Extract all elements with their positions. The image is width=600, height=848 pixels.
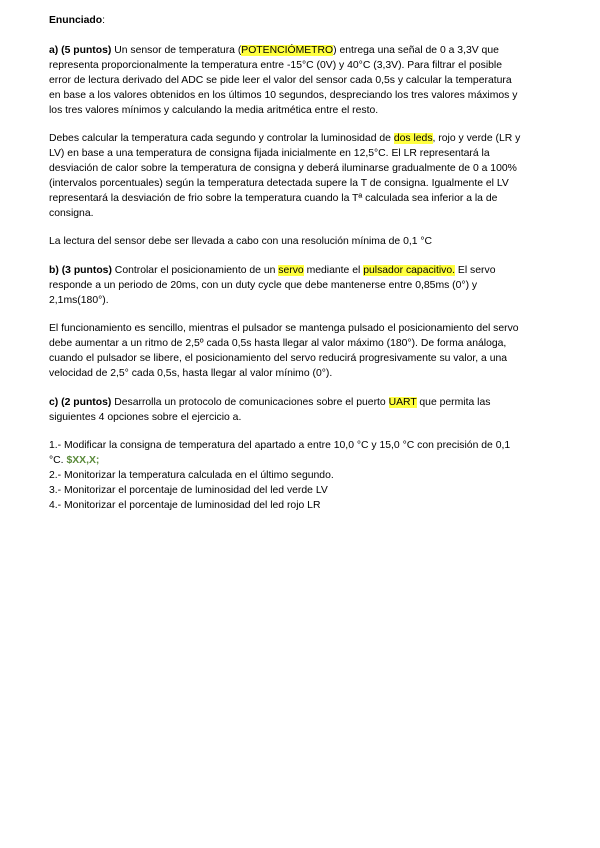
text-run: Desarrolla un protocolo de comunicaciones sobre el puerto	[111, 397, 389, 408]
section-title	[49, 13, 555, 28]
list-item-1-line-1: 1.- Modificar la consigna de temperatura del apartado a entre 10,0 °C y 15,0 °C con precisión de 0,1	[49, 440, 511, 451]
highlight-pulsador: pulsador capacitivo.	[363, 265, 456, 276]
paragraph-a-line-3: error de lectura derivado del ADC se pide leer el valor del sensor cada 0,5s y calcular la temperatura	[49, 75, 512, 86]
text-run: Debes calcular la temperatura cada segundo y controlar la luminosidad de	[49, 133, 394, 144]
command-format: $XX,X;	[66, 455, 100, 466]
text-run: Un sensor de temperatura (	[111, 45, 242, 56]
paragraph-leds-line-3: desviación de calor sobre la temperatura de consigna y deberá iluminarse gradualmente de 0 a 100%	[49, 163, 517, 174]
text-run: Controlar el posicionamiento de un	[111, 265, 279, 276]
text-run: El servo	[455, 265, 496, 276]
highlight-potenciometro: POTENCIÓMETRO	[241, 45, 334, 56]
paragraph-servo-line-4: velocidad de 2,5° cada 0,5s, hasta llegar al valor mínimo (0°).	[49, 368, 333, 379]
paragraph-servo-line-1: El funcionamiento es sencillo, mientras el pulsador se mantenga pulsado el posicionamiento del servo	[49, 323, 519, 334]
list-item-4: 4.- Monitorizar el porcentaje de luminosidad del led rojo LR	[49, 500, 321, 511]
paragraph-servo-line-2: debe aumentar a un ritmo de 2,5º cada 0,5s hasta llegar al valor máximo (180°). De forma análoga,	[49, 338, 507, 349]
text-run: °C.	[49, 455, 67, 466]
text-run: que permita las	[416, 397, 491, 408]
paragraph-b-line-2: responde a un periodo de 20ms, con un duty cycle que debe mantenerse entre 0,85ms (0°) y	[49, 280, 478, 291]
title-colon: :	[102, 15, 106, 26]
options-list	[49, 438, 555, 513]
paragraph-c	[49, 395, 555, 425]
paragraph-leds-line-5: representará la desviación de frio sobre la temperatura cuando la Tª calculada sea inferior a la de	[49, 193, 498, 204]
paragraph-c-line-2: siguientes 4 opciones sobre el ejercicio a.	[49, 412, 242, 423]
paragraph-b-line-1	[49, 263, 555, 278]
paragraph-a-line-2: representa proporcionalmente la temperatura entre -15°C (0V) y 40°C (3,3V). Para filtrar el posible	[49, 60, 503, 71]
paragraph-a	[49, 43, 555, 118]
highlight-dos-leds: dos leds	[393, 133, 433, 144]
list-item-1-line-2	[49, 453, 555, 468]
part-b-label: b) (3 puntos)	[49, 265, 112, 276]
part-c-label: c) (2 puntos)	[49, 397, 112, 408]
text-run: ) entrega una señal de 0 a 3,3V que	[333, 45, 499, 56]
paragraph-leds-line-2: LV) en base a una temperatura de consigna fijada inicialmente en 12,5°C. El LR representará la	[49, 148, 490, 159]
paragraph-leds-line-6: consigna.	[49, 208, 94, 219]
paragraph-leds-line-4: (intervalos porcentuales) según la temperatura detectada supere la T de consigna. Igualmente el LV	[49, 178, 509, 189]
paragraph-a-line-1	[49, 43, 555, 58]
paragraph-servo	[49, 321, 555, 381]
paragraph-resolution-line-1: La lectura del sensor debe ser llevada a cabo con una resolución mínima de 0,1 °C	[49, 236, 433, 247]
paragraph-leds-line-1	[49, 131, 555, 146]
title-text: Enunciado	[49, 15, 103, 26]
paragraph-b	[49, 263, 555, 308]
paragraph-a-line-4: en base a los valores obtenidos en los últimos 10 segundos, despreciando los tres valores máximos y	[49, 90, 518, 101]
list-item-2: 2.- Monitorizar la temperatura calculada en el último segundo.	[49, 470, 334, 481]
part-a-label: a) (5 puntos)	[49, 45, 112, 56]
paragraph-servo-line-3: cuando el pulsador se libere, el posicionamiento del servo reducirá progresivamente su valor, a una	[49, 353, 508, 364]
paragraph-leds	[49, 131, 555, 221]
text-run: mediante el	[303, 265, 364, 276]
list-item-3: 3.- Monitorizar el porcentaje de luminosidad del led verde LV	[49, 485, 328, 496]
highlight-uart: UART	[388, 397, 417, 408]
text-run: , rojo y verde (LR y	[432, 133, 521, 144]
paragraph-a-line-5: los tres valores mínimos y calculando la media aritmética entre el resto.	[49, 105, 379, 116]
paragraph-c-line-1	[49, 395, 555, 410]
highlight-servo: servo	[278, 265, 304, 276]
paragraph-resolution	[49, 234, 555, 249]
paragraph-b-line-3: 2,1ms(180°).	[49, 295, 109, 306]
